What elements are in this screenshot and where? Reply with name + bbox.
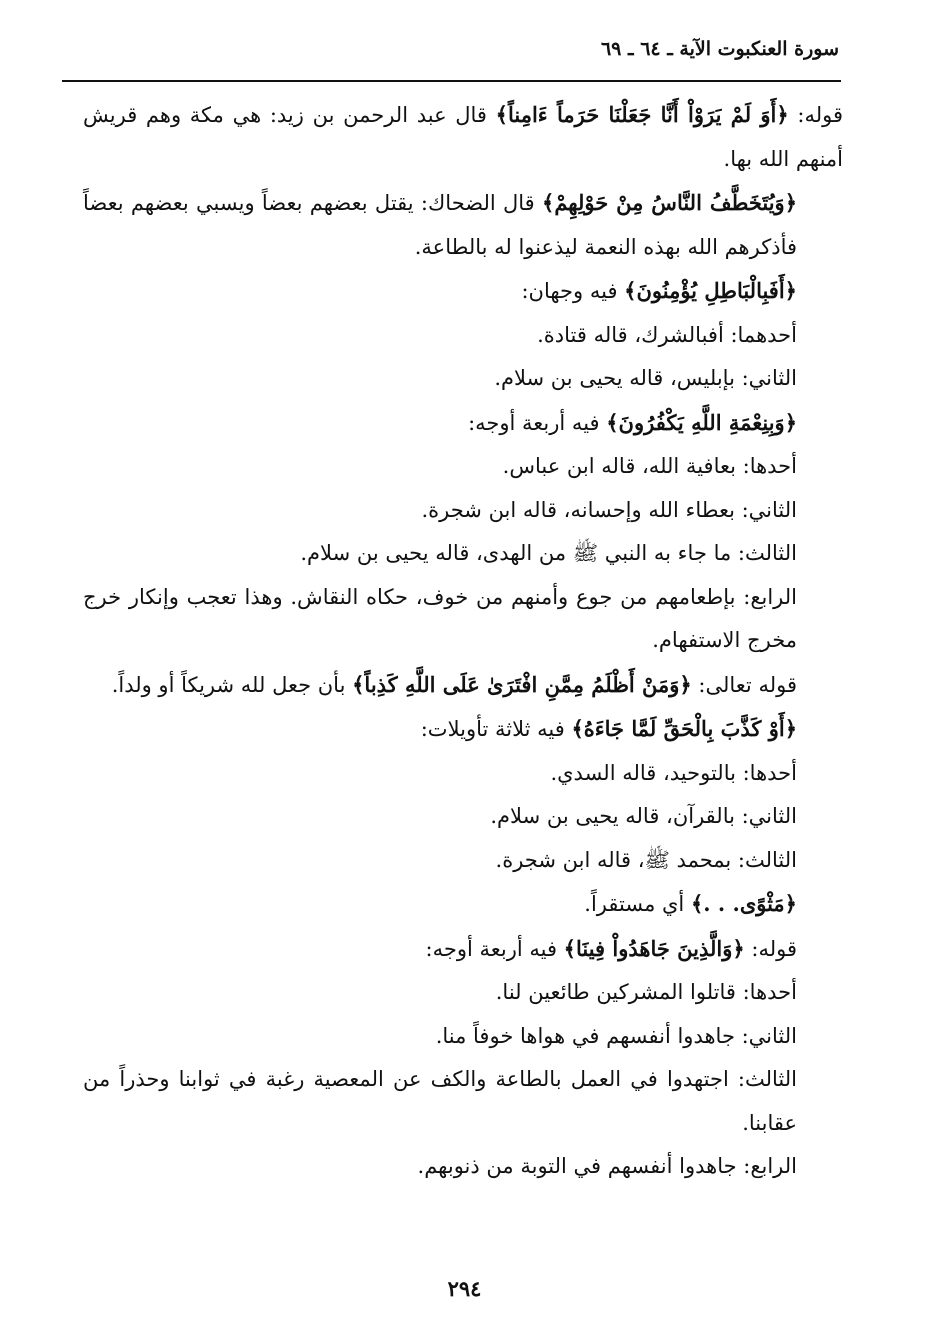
paragraph-text: أي مستقراً.: [584, 892, 691, 916]
paragraph: [83, 839, 843, 883]
paragraph: [83, 663, 843, 708]
paragraph: [83, 1015, 843, 1059]
paragraph-text: قال عبد الرحمن بن زيد: هي مكة وهم قريش أمنهم الله بها.: [83, 103, 843, 171]
paragraph-text: فيه وجهان:: [521, 279, 625, 303]
paragraph-text: الثالث: بمحمد ﷺ، قاله ابن شجرة.: [495, 847, 797, 872]
paragraph: [83, 93, 843, 181]
paragraph-text: قوله:: [744, 936, 797, 961]
body-text: [83, 93, 843, 1189]
header-rule: [62, 80, 841, 82]
quran-verse: ﴿وَيُتَخَطَّفُ النَّاسُ مِنْ حَوْلِهِمْ﴾: [542, 190, 797, 215]
paragraph-text: الثاني: بعطاء الله وإحسانه، قاله ابن شجرة.: [421, 497, 797, 522]
paragraph-text: أحدها: بالتوحيد، قاله السدي.: [550, 760, 797, 785]
paragraph: [83, 1058, 843, 1145]
paragraph-text: أحدها: بعافية الله، قاله ابن عباس.: [502, 454, 797, 478]
quran-verse: ﴿أَفَبِالْبَاطِلِ يُؤْمِنُونَ﴾: [624, 278, 797, 303]
quran-verse: ﴿وَبِنِعْمَةِ اللَّهِ يَكْفُرُونَ﴾: [606, 409, 797, 435]
paragraph-text: فيه أربعة أوجه:: [468, 410, 607, 435]
paragraph: [83, 532, 843, 576]
paragraph: [83, 1145, 843, 1189]
paragraph-text: الثالث: اجتهدوا في العمل بالطاعة والكف عن المعصية رغبة في ثوابنا وحذراً من عقابنا.: [83, 1067, 797, 1135]
paragraph: [83, 882, 843, 927]
paragraph: [83, 707, 843, 752]
paragraph-text: الرابع: جاهدوا أنفسهم في التوبة من ذنوبهم.: [417, 1154, 797, 1178]
paragraph: [83, 314, 843, 358]
quran-verse: ﴿وَمَنْ أَظْلَمُ مِمَّنِ افْتَرَىٰ عَلَى اللَّهِ كَذِباً﴾: [352, 671, 692, 697]
paragraph-text: الثاني: بإبليس، قاله يحيى بن سلام.: [494, 366, 797, 390]
paragraph: [83, 971, 843, 1015]
paragraph-text: الرابع: بإطعامهم من جوع وأمنهم من خوف، حكاه النقاش. وهذا تعجب وإنكار خرج مخرج الاستفهام.: [83, 584, 797, 652]
paragraph: [83, 795, 843, 839]
paragraph-text: فيه أربعة أوجه:: [425, 936, 564, 961]
paragraph-text: الثاني: جاهدوا أنفسهم في هواها خوفاً منا.: [435, 1023, 797, 1048]
paragraph: [83, 489, 843, 533]
paragraph-text: الثاني: بالقرآن، قاله يحيى بن سلام.: [490, 804, 797, 828]
quran-verse: ﴿وَالَّذِينَ جَاهَدُواْ فِينَا﴾: [563, 935, 745, 961]
paragraph: [83, 927, 843, 972]
quran-verse: ﴿مَثْوًى. . .﴾: [690, 891, 797, 916]
paragraph-text: قال الضحاك: يقتل بعضهم بعضاً ويسبي بعضهم بعضاً فأذكرهم الله بهذه النعمة ليذعنوا له بالطاعة.: [83, 191, 797, 259]
paragraph-text: قوله:: [788, 103, 844, 127]
paragraph: [83, 401, 843, 446]
paragraph-text: بأن جعل لله شريكاً أو ولداً.: [111, 672, 353, 697]
paragraph-text: أحدها: قاتلوا المشركين طائعين لنا.: [495, 980, 797, 1004]
paragraph: [83, 269, 843, 314]
quran-verse: ﴿أَوْ كَذَّبَ بِالْحَقِّ لَمَّا جَاءَهُ﴾: [571, 716, 797, 741]
paragraph-text: أحدهما: أفبالشرك، قاله قتادة.: [537, 322, 797, 347]
page-number: ٢٩٤: [447, 1276, 482, 1301]
quran-verse: ﴿أَوَ لَمْ يَرَوْاْ أَنَّا جَعَلْنَا حَرَماً ءَامِناً﴾: [495, 102, 789, 127]
paragraph-text: الثالث: ما جاء به النبي ﷺ من الهدى، قاله يحيى بن سلام.: [300, 541, 797, 565]
paragraph: [83, 357, 843, 401]
running-header: سورة العنكبوت الآية ـ ٦٤ ـ ٦٩: [600, 38, 839, 60]
paragraph-text: قوله تعالى:: [691, 672, 797, 697]
paragraph: [83, 181, 843, 269]
paragraph: [83, 576, 843, 663]
paragraph: [83, 445, 843, 489]
paragraph: [83, 752, 843, 796]
paragraph-text: فيه ثلاثة تأويلات:: [420, 717, 572, 741]
